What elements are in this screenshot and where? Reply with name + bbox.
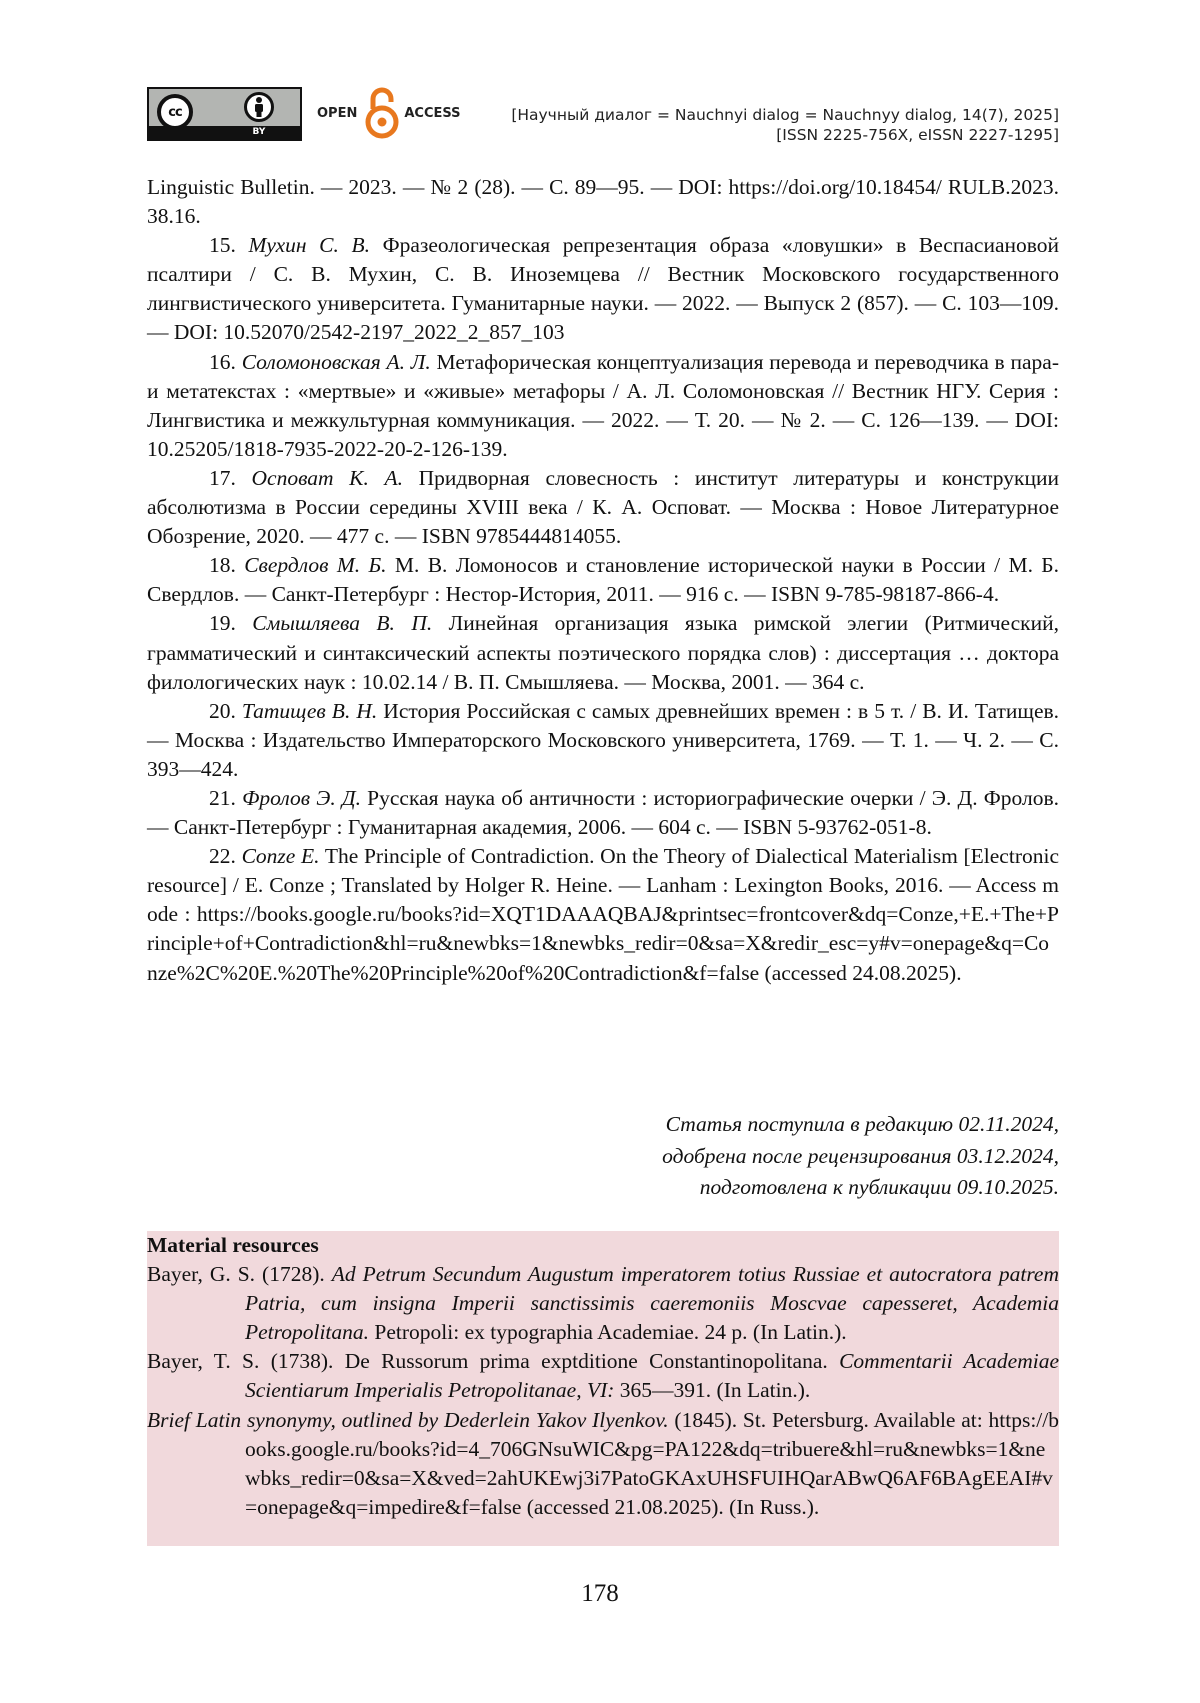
material-entry-title: Brief Latin synonymy, outlined by Dederlein Yakov Ilyenkov. [147,1407,669,1432]
material-entry-title: Commentarii Academiae Scientiarum Imperialis Petropolitanae, VI: [245,1349,1059,1403]
reference-text: История Российская с самых древнейших времен : в 5 т. / В. И. Татищев. — Москва : Издательство Императорского Московского университета, 1769. — Т. 1. — Ч. 2. — С. 393—424. [147,698,1060,781]
reference-number: 17. [209,465,252,490]
journal-line-2: [ISSN 2225-756X, eISSN 2227-1295] [776,126,1059,144]
material-entry-title: Ad Petrum Secundum Augustum imperatorem totius Russiae et autocratora patrem Patria, cum insigna Imperii sanctissimis caeremoniis Moscvae capesseret, Academia Petropolitana. [245,1262,1059,1345]
material-resource-entry [147,1347,1059,1405]
article-date-received: Статья поступила в редакцию 02.11.2024, [665,1112,1059,1136]
cc-icon: cc [157,94,193,130]
reference-text: М. В. Ломоносов и становление исторической науки в России / М. Б. Свердлов. — Санкт-Петербург : Нестор-История, 2011. — 916 с. — ISBN 9-785-98187-866-4. [147,553,1060,607]
page-number: 178 [581,1580,619,1607]
reference-item [147,464,1059,551]
reference-item [147,697,1059,784]
reference-author: Мухин С. В. [248,233,370,258]
reference-number: 19. [209,611,253,636]
journal-citation [511,105,1059,145]
reference-text: Метафорическая концептуализация перевода и переводчика в пара- и метатекстах : «мертвые» и «живые» метафоры / А. Л. Соломоновская // Вестник НГУ. Серия : Лингвистика и межкультурная коммуникация. — 2022. — Т. 20. — № 2. — С. 126—139. — DOI: 10.25205/1818-7935-2022-20-2-126-139. [147,349,1059,461]
material-resources-items [147,1260,1059,1522]
reference-number: 15. [209,233,249,258]
reference-continuation: Linguistic Bulletin. — 2023. — № 2 (28). — С. 89—95. — DOI: https://doi.org/10.18454/ RULB.2023.38.16. [147,175,1059,229]
badge-strip [149,126,300,139]
reference-item [147,551,1059,609]
reference-author: Осповат К. А. [251,465,403,490]
reference-text: Линейная организация языка римской элегии (Ритмический, грамматический и синтаксический аспекты поэтического порядка слов) : диссертация … доктора филологических наук : 10.02.14 / В. П. Смышляева. — Москва, 2001. — 364 с. [147,611,1060,694]
reference-list [147,173,1059,988]
reference-number: 16. [209,349,242,374]
reference-text: Русская наука об античности : историографические очерки / Э. Д. Фролов. — Санкт-Петербург : Гуманитарная академия, 2006. — 604 с. — ISBN 5-93762-051-8. [147,785,1060,840]
article-dates [662,1109,1059,1204]
reference-number: 18. [209,553,245,578]
reference-text: Придворная словесность : институт литературы и конструкции абсолютизма в России середины XVIII века / К. А. Осповат. — Москва : Новое Литературное Обозрение, 2020. — 477 с. — ISBN 9785444814055. [147,465,1059,549]
material-entry-tail: Petropoli: ex typographia Academiae. 24 p. (In Latin.). [369,1320,847,1345]
reference-item [147,784,1059,842]
reference-item [147,231,1059,347]
reference-number: 21. [209,785,243,810]
material-entry-tail: (1845). St. Petersburg. Available at: https://books.google.ru/books?id=4_706GNsuWIC&pg=PA122&dq=tribuere&hl=ru&newbks=1&newbks_redir=0&sa=X&ved=2ahUKEwj3i7PatoGKAxUHSFUIHQarABwQ6AF6BAgEEAI#v=onepage&q=impedire&f=false (accessed 21.08.2025). (In Russ.). [245,1407,1059,1519]
material-resource-entry [147,1260,1059,1347]
reference-author: Фролов Э. Д. [242,785,361,810]
article-date-prepared: подготовлена к публикации 09.10.2025. [699,1175,1059,1199]
by-label: BY [252,127,266,137]
material-entry-lead: Bayer, G. S. (1728). [147,1262,332,1287]
person-icon [244,92,274,122]
reference-author: Татищев В. Н. [241,698,378,723]
open-access-right-label: ACCESS [404,105,461,121]
open-lock-icon [362,87,402,139]
reference-author: Свердлов М. Б. [244,553,387,578]
reference-number: 22. [209,844,242,869]
reference-author: Смышляева В. П. [252,611,433,636]
material-entry-tail: 365—391. (In Latin.). [614,1378,811,1403]
reference-number: 20. [209,698,242,723]
material-resources-box [147,1231,1059,1546]
reference-text: Фразеологическая репрезентация образа «ловушки» в Веспасиановой псалтири / С. В. Мухин, С. В. Иноземцева // Вестник Московского государственного лингвистического университета. Гуманитарные науки. — 2022. — Выпуск 2 (857). — С. 103—109. — DOI: 10.52070/2542-2197_2022_2_857_103 [147,233,1060,345]
journal-line-1: [Научный диалог = Nauchnyi dialog = Nauchnyy dialog, 14(7), 2025] [511,106,1059,124]
reference-author: Conze E. [241,844,320,869]
reference-items [147,231,1059,987]
article-date-approved: одобрена после рецензирования 03.12.2024, [662,1143,1059,1168]
reference-text: The Principle of Contradiction. On the Theory of Dialectical Materialism [Electronic resource] / E. Conze ; Translated by Holger R. Heine. — Lanham : Lexington Books, 2016. — Access mode : https://books.google.ru/books?id=XQT1DAAAQBAJ&printsec=frontcover&dq=Conze,+E.+The+Principle+of+Contradiction&hl=ru&newbks=1&newbks_redir=0&sa=X&redir_esc=y#v=onepage&q=Conze%2C%20E.%20The%20Principle%20of%20Contradiction&f=false (accessed 24.08.2025). [147,844,1059,985]
reference-author: Соломоновская А. Л. [241,349,431,374]
reference-item [147,842,1059,987]
open-access-logo [317,87,461,139]
material-resources-heading: Material resources [147,1233,319,1257]
material-entry-lead: Bayer, T. S. (1738). De Russorum prima exptditione Constantinopolitana. [147,1349,840,1374]
material-resource-entry [147,1406,1059,1522]
open-access-left-label: OPEN [317,105,358,121]
reference-item [147,609,1059,696]
cc-by-license-badge [147,87,302,141]
reference-item [147,348,1059,464]
